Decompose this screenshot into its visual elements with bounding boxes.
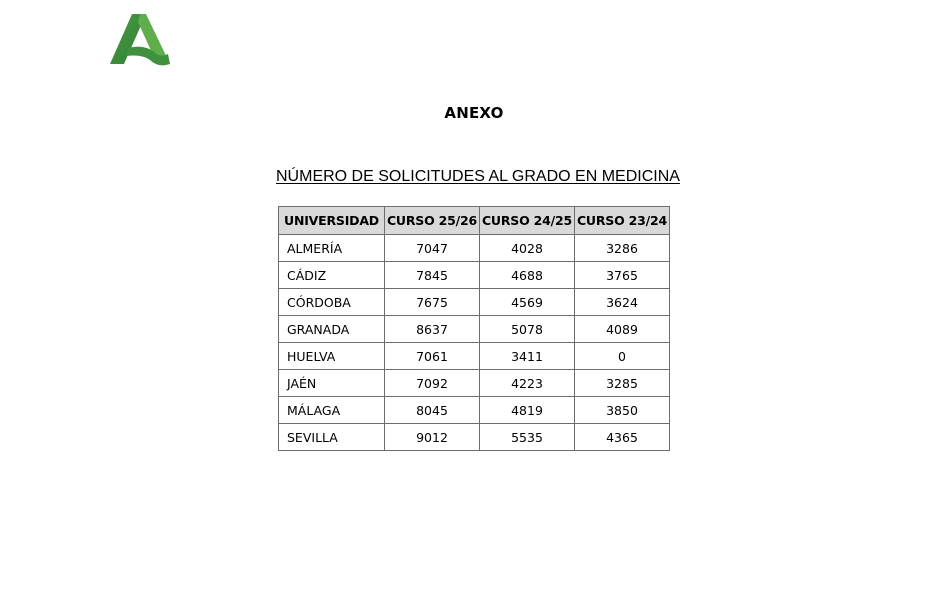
university-cell: ALMERÍA xyxy=(279,235,385,262)
university-cell: JAÉN xyxy=(279,370,385,397)
value-cell: 8637 xyxy=(385,316,480,343)
value-cell: 4569 xyxy=(480,289,575,316)
value-cell: 7047 xyxy=(385,235,480,262)
university-cell: SEVILLA xyxy=(279,424,385,451)
value-cell: 8045 xyxy=(385,397,480,424)
university-cell: HUELVA xyxy=(279,343,385,370)
value-cell: 0 xyxy=(575,343,670,370)
table-header-row xyxy=(279,207,670,235)
value-cell: 3765 xyxy=(575,262,670,289)
value-cell: 7092 xyxy=(385,370,480,397)
column-header: CURSO 23/24 xyxy=(575,207,670,235)
table-row xyxy=(279,370,670,397)
table-row xyxy=(279,316,670,343)
column-header: CURSO 25/26 xyxy=(385,207,480,235)
value-cell: 5535 xyxy=(480,424,575,451)
value-cell: 4089 xyxy=(575,316,670,343)
table-row xyxy=(279,424,670,451)
table-row xyxy=(279,343,670,370)
value-cell: 9012 xyxy=(385,424,480,451)
value-cell: 4819 xyxy=(480,397,575,424)
value-cell: 7675 xyxy=(385,289,480,316)
value-cell: 3624 xyxy=(575,289,670,316)
value-cell: 3286 xyxy=(575,235,670,262)
table-row xyxy=(279,262,670,289)
university-cell: CÓRDOBA xyxy=(279,289,385,316)
value-cell: 7845 xyxy=(385,262,480,289)
value-cell: 4365 xyxy=(575,424,670,451)
value-cell: 4028 xyxy=(480,235,575,262)
column-header: UNIVERSIDAD xyxy=(279,207,385,235)
value-cell: 5078 xyxy=(480,316,575,343)
university-cell: MÁLAGA xyxy=(279,397,385,424)
table-row xyxy=(279,289,670,316)
applications-table xyxy=(278,206,670,451)
table-title: NÚMERO DE SOLICITUDES AL GRADO EN MEDICINA xyxy=(276,168,680,185)
junta-andalucia-logo xyxy=(110,14,170,66)
value-cell: 7061 xyxy=(385,343,480,370)
value-cell: 3850 xyxy=(575,397,670,424)
column-header: CURSO 24/25 xyxy=(480,207,575,235)
table-row xyxy=(279,397,670,424)
university-cell: CÁDIZ xyxy=(279,262,385,289)
value-cell: 4688 xyxy=(480,262,575,289)
document-heading: ANEXO xyxy=(444,104,504,122)
value-cell: 3285 xyxy=(575,370,670,397)
table-row xyxy=(279,235,670,262)
value-cell: 3411 xyxy=(480,343,575,370)
value-cell: 4223 xyxy=(480,370,575,397)
university-cell: GRANADA xyxy=(279,316,385,343)
